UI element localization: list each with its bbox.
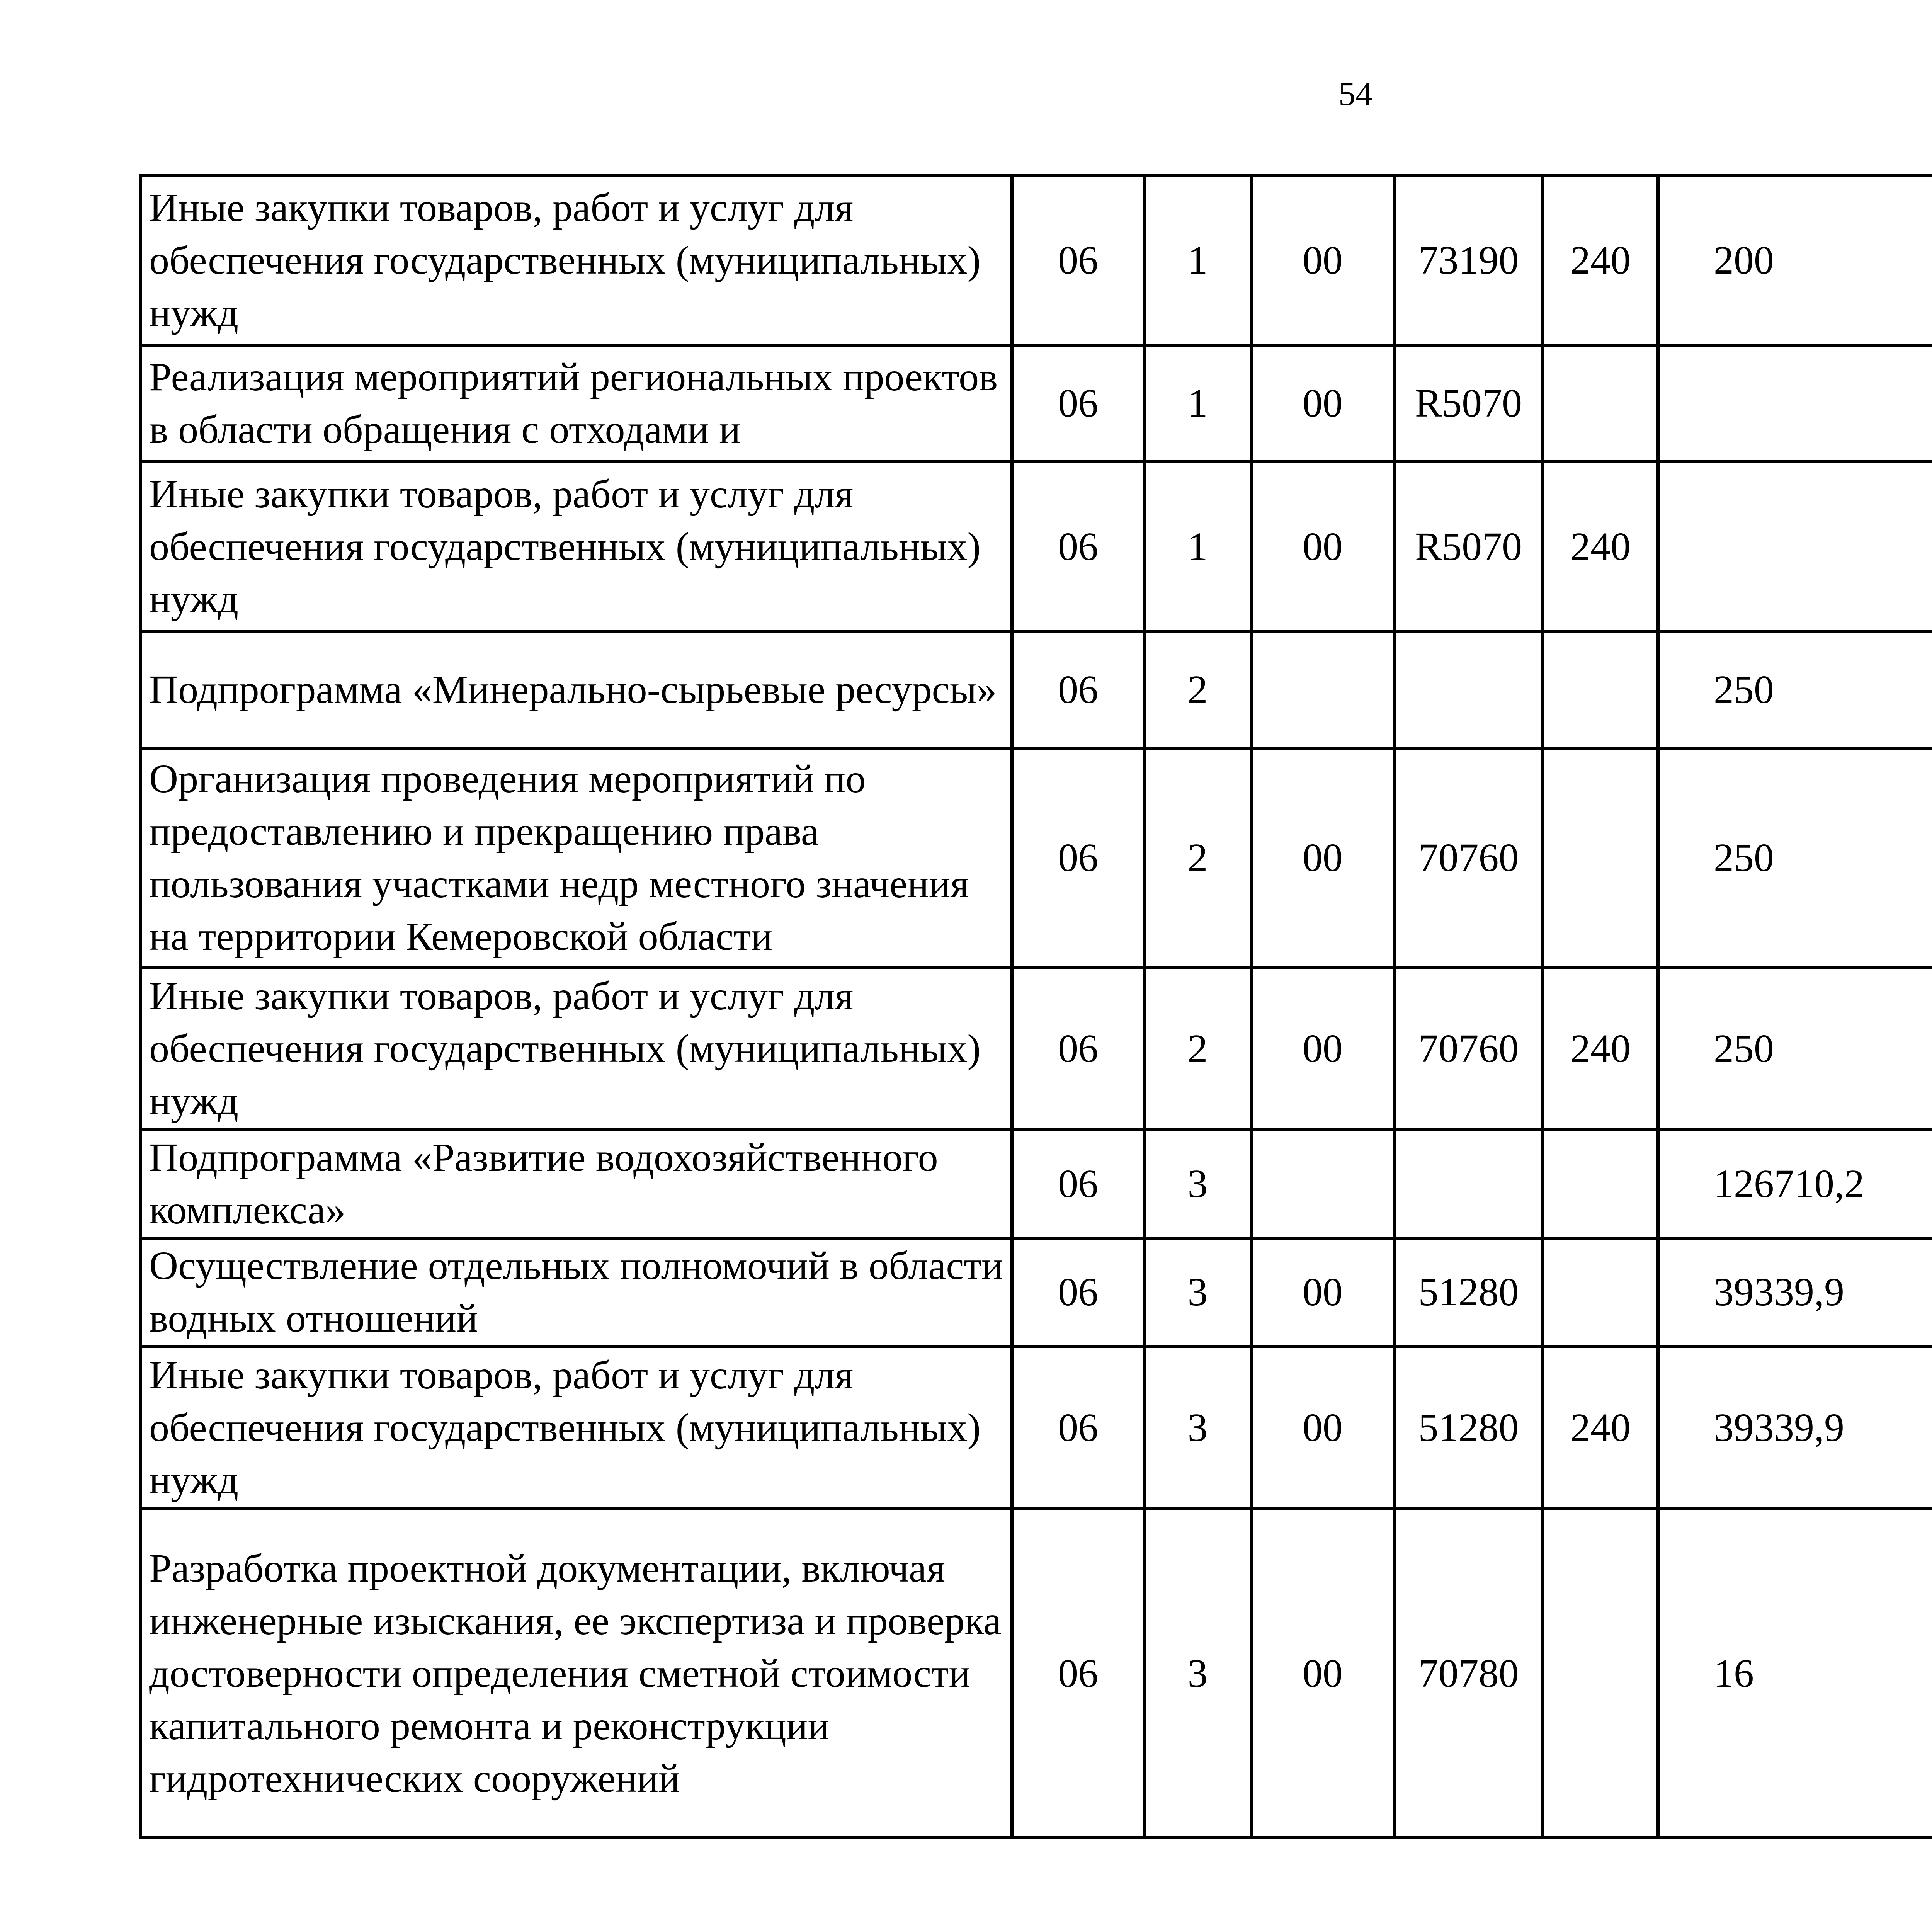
amount-year-1: 39339,9 — [1658, 1346, 1932, 1509]
code-expense-type: 240 — [1543, 175, 1658, 345]
code-subsection: 2 — [1144, 748, 1251, 967]
page-number: 54 — [1338, 75, 1372, 113]
code-expense-type — [1543, 345, 1658, 462]
table-row — [141, 1130, 1932, 1238]
code-program: 00 — [1251, 1238, 1394, 1346]
code-expense-type — [1543, 1509, 1658, 1838]
code-target: R5070 — [1394, 462, 1543, 631]
code-program: 00 — [1251, 1509, 1394, 1838]
code-expense-type: 240 — [1543, 462, 1658, 631]
code-expense-type — [1543, 1238, 1658, 1346]
code-target — [1394, 1130, 1543, 1238]
row-name: Разработка проектной документации, включая инженерные изыскания, ее экспертиза и проверка достоверности определения сметной стоимости капитального ремонта и реконструкции гидротехнических сооружений — [141, 1509, 1012, 1838]
code-subsection: 1 — [1144, 345, 1251, 462]
table-row — [141, 1509, 1932, 1838]
code-program: 00 — [1251, 175, 1394, 345]
budget-table — [139, 174, 1932, 1839]
code-target: R5070 — [1394, 345, 1543, 462]
code-program: 00 — [1251, 462, 1394, 631]
code-subsection: 3 — [1144, 1238, 1251, 1346]
code-subsection: 3 — [1144, 1509, 1251, 1838]
code-program — [1251, 1130, 1394, 1238]
table-row — [141, 345, 1932, 462]
amount-year-1: 126710,2 — [1658, 1130, 1932, 1238]
table-row — [141, 631, 1932, 748]
code-target: 70780 — [1394, 1509, 1543, 1838]
code-target: 73190 — [1394, 175, 1543, 345]
amount-year-1: 39339,9 — [1658, 1238, 1932, 1346]
table-row — [141, 748, 1932, 967]
amount-year-1: 250 — [1658, 631, 1932, 748]
code-program: 00 — [1251, 748, 1394, 967]
code-section: 06 — [1012, 967, 1144, 1130]
amount-year-1 — [1658, 345, 1932, 462]
code-expense-type: 240 — [1543, 967, 1658, 1130]
code-expense-type: 240 — [1543, 1346, 1658, 1509]
code-target: 51280 — [1394, 1346, 1543, 1509]
amount-year-1: 200 — [1658, 175, 1932, 345]
amount-year-1: 16 — [1658, 1509, 1932, 1838]
code-subsection: 2 — [1144, 967, 1251, 1130]
code-program — [1251, 631, 1394, 748]
code-section: 06 — [1012, 1346, 1144, 1509]
code-section: 06 — [1012, 345, 1144, 462]
code-subsection: 3 — [1144, 1346, 1251, 1509]
code-subsection: 3 — [1144, 1130, 1251, 1238]
code-target: 51280 — [1394, 1238, 1543, 1346]
row-name: Осуществление отдельных полномочий в области водных отношений — [141, 1238, 1012, 1346]
code-expense-type — [1543, 631, 1658, 748]
row-name: Реализация мероприятий региональных проектов в области обращения с отходами и — [141, 345, 1012, 462]
row-name: Иные закупки товаров, работ и услуг для обеспечения государственных (муниципальных) нужд — [141, 1346, 1012, 1509]
table-row — [141, 967, 1932, 1130]
row-name: Подпрограмма «Минерально-сырьевые ресурсы» — [141, 631, 1012, 748]
code-program: 00 — [1251, 1346, 1394, 1509]
code-section: 06 — [1012, 631, 1144, 748]
row-name: Иные закупки товаров, работ и услуг для обеспечения государственных (муниципальных) нужд — [141, 462, 1012, 631]
code-target: 70760 — [1394, 967, 1543, 1130]
row-name: Организация проведения мероприятий по предоставлению и прекращению права пользования участками недр местного значения на территории Кемеровской области — [141, 748, 1012, 967]
code-section: 06 — [1012, 1130, 1144, 1238]
code-target: 70760 — [1394, 748, 1543, 967]
row-name: Иные закупки товаров, работ и услуг для обеспечения государственных (муниципальных) нужд — [141, 175, 1012, 345]
amount-year-1: 250 — [1658, 967, 1932, 1130]
code-subsection: 2 — [1144, 631, 1251, 748]
amount-year-1: 250 — [1658, 748, 1932, 967]
amount-year-1 — [1658, 462, 1932, 631]
code-target — [1394, 631, 1543, 748]
code-section: 06 — [1012, 748, 1144, 967]
table-row — [141, 1346, 1932, 1509]
code-expense-type — [1543, 748, 1658, 967]
code-section: 06 — [1012, 175, 1144, 345]
code-section: 06 — [1012, 1238, 1144, 1346]
table-row — [141, 462, 1932, 631]
table-row — [141, 1238, 1932, 1346]
code-section: 06 — [1012, 462, 1144, 631]
code-subsection: 1 — [1144, 175, 1251, 345]
code-subsection: 1 — [1144, 462, 1251, 631]
code-section: 06 — [1012, 1509, 1144, 1838]
code-program: 00 — [1251, 967, 1394, 1130]
code-expense-type — [1543, 1130, 1658, 1238]
code-program: 00 — [1251, 345, 1394, 462]
row-name: Иные закупки товаров, работ и услуг для обеспечения государственных (муниципальных) нужд — [141, 967, 1012, 1130]
row-name: Подпрограмма «Развитие водохозяйственного комплекса» — [141, 1130, 1012, 1238]
table-row — [141, 175, 1932, 345]
